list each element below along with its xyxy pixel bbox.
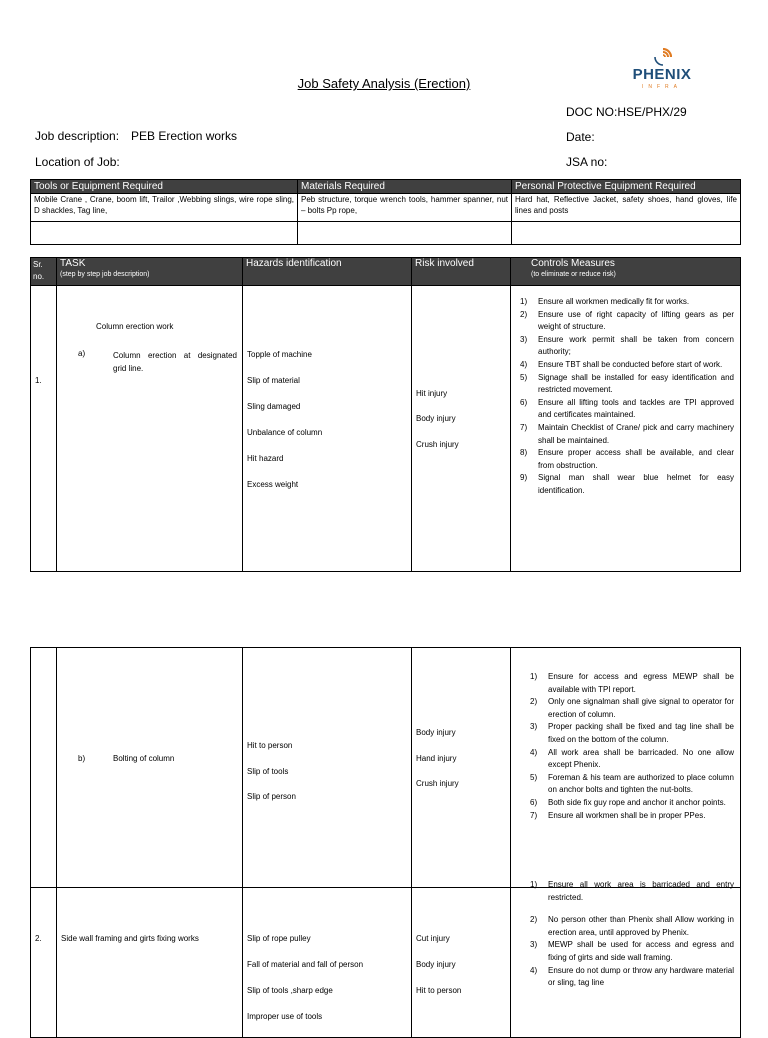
blank-cell — [512, 222, 741, 245]
job-description-value: PEB Erection works — [131, 129, 238, 143]
hazard-item: Excess weight — [247, 480, 299, 489]
hazards-cell — [243, 648, 412, 888]
task-cell — [57, 888, 243, 1038]
task-cell — [57, 648, 243, 888]
ppe-header: Personal Protective Equipment Required — [512, 180, 741, 194]
risk-item: Cut injury — [416, 934, 450, 943]
control-item: 8) Ensure proper access shall be available, and clear from obstruction. — [520, 448, 734, 470]
requirements-table — [30, 179, 741, 245]
controls-cell — [511, 286, 741, 572]
hazard-item: Improper use of tools — [247, 1012, 323, 1021]
sr-cell — [31, 888, 57, 1038]
control-item: 5) Signage shall be installed for easy identification and restricted movement. — [520, 372, 734, 395]
risk-item: Body injury — [416, 414, 456, 423]
risk-cell — [412, 648, 511, 888]
risk-item: Crush injury — [416, 779, 459, 788]
page-title: Job Safety Analysis (Erection) — [297, 76, 471, 91]
task-header: TASK (step by step job description) — [57, 258, 243, 286]
hazards-cell — [243, 286, 412, 572]
control-item: 9) Signal man shall wear blue helmet for easy identification. — [520, 473, 734, 495]
blank-cell — [31, 222, 298, 245]
jsa-number-label: JSA no: — [566, 155, 608, 169]
hazard-item: Slip of tools ,sharp edge — [247, 986, 333, 995]
control-item: 4) Ensure do not dump or throw any hardware material or sling, tag line — [530, 965, 734, 988]
logo-name: PHENIX — [632, 66, 692, 83]
risk-cell — [412, 286, 511, 572]
control-item: 1) Ensure all work area is barricaded and entry restricted. — [530, 880, 734, 902]
control-item: 1) Ensure all workmen medically fit for works. — [520, 297, 690, 306]
risk-header: Risk involved — [412, 258, 511, 286]
tools-cell: Mobile Crane , Crane, boom lift, Trailor ,Webbing slings, wire rope sling, D shackles, Tag line, — [31, 194, 298, 222]
controls-header: Controls Measures (to eliminate or reduce risk) — [511, 258, 741, 286]
risk-item: Body injury — [416, 728, 456, 737]
risk-item: Crush injury — [416, 440, 459, 449]
logo-swirl-icon — [654, 48, 672, 66]
hazard-item: Slip of material — [247, 376, 300, 385]
control-item: 7) Ensure all workmen shall be in proper PPes. — [530, 810, 706, 820]
control-item: 2) No person other than Phenix shall Allow working in erection area, until approved by Phenix. — [530, 915, 734, 937]
risk-item: Body injury — [416, 960, 456, 969]
hazard-item: Sling damaged — [247, 402, 301, 411]
job-description-label: Job description: — [35, 129, 120, 143]
controls-list — [521, 671, 734, 822]
materials-cell: Peb structure, torque wrench tools, hammer spanner, nut – bolts Pp rope, — [298, 194, 512, 222]
tools-header: Tools or Equipment Required — [31, 180, 298, 194]
task-cell — [57, 286, 243, 572]
hazard-item: Topple of machine — [247, 350, 312, 359]
controls-cell — [511, 648, 741, 888]
hazard-item: Slip of person — [247, 792, 296, 801]
date-label: Date: — [566, 130, 595, 144]
task-text: Column erection at designated grid line. — [113, 351, 237, 373]
company-logo — [626, 48, 698, 94]
hazard-item: Hit to person — [247, 741, 293, 750]
risk-item: Hit injury — [416, 389, 448, 398]
control-item: 3) Ensure work permit shall be taken from concern authority; — [520, 334, 734, 357]
controls-list — [511, 296, 734, 498]
control-item: 7) Maintain Checklist of Crane/ pick and carry machinery shall be maintained. — [520, 422, 734, 445]
location-label: Location of Job: — [35, 155, 120, 169]
risk-item: Hand injury — [416, 754, 457, 763]
sr-cell — [31, 648, 57, 888]
control-item: 2) Only one signalman shall give signal to operator for erection of column. — [530, 697, 734, 719]
materials-header: Materials Required — [298, 180, 512, 194]
control-item: 4) Ensure TBT shall be conducted before start of work. — [520, 359, 723, 369]
sr-number: 2. — [35, 934, 42, 943]
sr-number: 1. — [35, 376, 42, 385]
controls-list — [521, 879, 734, 990]
hazard-item: Unbalance of column — [247, 428, 323, 437]
jsa-table — [30, 257, 741, 572]
logo-subtitle: INFRA — [642, 84, 682, 90]
control-item: 3) Proper packing shall be fixed and tag line shall be fixed on the bottom of the column. — [530, 722, 734, 744]
task-letter: b) — [78, 754, 86, 763]
jsa-table-continued — [30, 647, 741, 1038]
hazard-item: Hit hazard — [247, 454, 284, 463]
blank-cell — [298, 222, 512, 245]
ppe-cell: Hard hat, Reflective Jacket, safety shoes, hand gloves, life lines and posts — [512, 194, 741, 222]
task-text: Side wall framing and girts fixing works — [61, 934, 199, 943]
control-item: 6) Ensure all lifting tools and tackles are TPI approved and certificates maintained. — [520, 397, 734, 420]
control-item: 6) Both side fix guy rope and anchor it anchor points. — [530, 797, 726, 807]
hazard-item: Fall of material and fall of person — [247, 960, 364, 969]
sr-cell — [31, 286, 57, 572]
hazard-item: Slip of rope pulley — [247, 934, 311, 943]
risk-item: Hit to person — [416, 986, 462, 995]
sr-no-header: Sr. no. — [31, 258, 57, 286]
task-text: Bolting of column — [113, 754, 175, 763]
control-item: 4) All work area shall be barricaded. No one allow except Phenix. — [530, 747, 734, 770]
hazard-item: Slip of tools — [247, 767, 289, 776]
hazards-cell — [243, 888, 412, 1038]
controls-cell — [511, 880, 741, 1038]
hazards-header: Hazards identification — [243, 258, 412, 286]
control-item: 1) Ensure for access and egress MEWP shall be available with TPI report. — [530, 672, 734, 694]
task-title: Column erection work — [96, 322, 174, 331]
control-item: 5) Foreman & his team are authorized to place column on anchor bolts and tighten the nut-bolts. — [530, 772, 734, 795]
risk-cell — [412, 888, 511, 1038]
task-letter: a) — [78, 349, 86, 358]
control-item: 2) Ensure use of right capacity of lifting gears as per weight of structure. — [520, 309, 734, 332]
control-item: 3) MEWP shall be used for access and egress and fixing of girts and side wall framing. — [530, 940, 734, 962]
doc-number: DOC NO:HSE/PHX/29 — [566, 105, 687, 119]
